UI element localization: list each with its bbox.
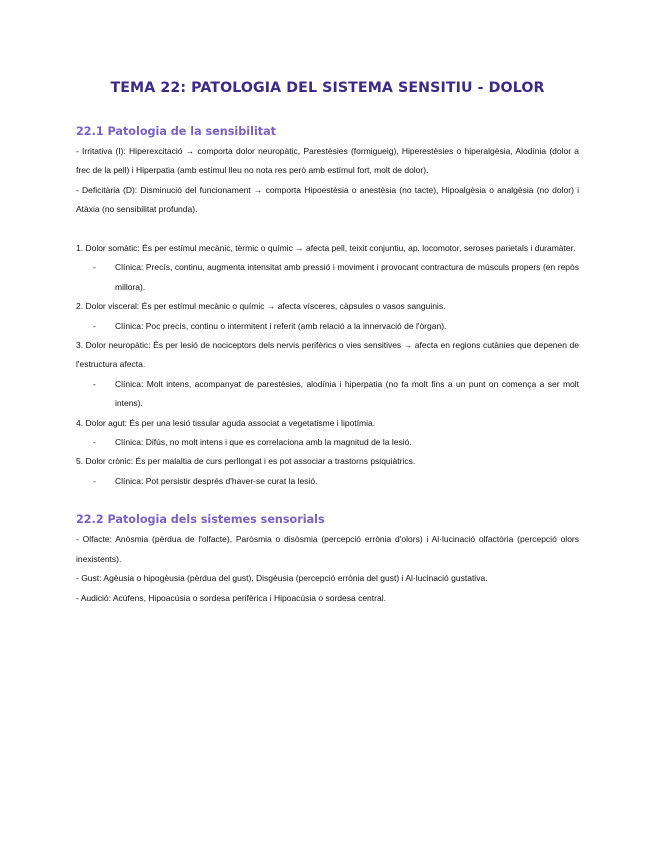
section-heading-sensorials: 22.2 Patologia dels sistemes sensorials: [76, 513, 325, 527]
bullet-dash: -: [93, 437, 96, 448]
list-item-dolor-agut: 4. Dolor agut: És per una lesió tissular aguda associat a vegetatisme i lipotímia.: [76, 417, 376, 428]
sub-item-text: Clínica: Precís, continu, augmenta intensitat amb pressió i moviment i provocant contractura de músculs propers (en repòs millora).: [115, 262, 579, 292]
list-item-dolor-neuropatic: 3. Dolor neuropàtic: És per lesió de nociceptors dels nervis perifèrics o vies sensitives → afecta en regions cutànies que depenen de l'estructura afecta.: [76, 340, 579, 370]
list-item-dolor-somatic: 1. Dolor somàtic: És per estímul mecànic, tèrmic o químic → afecta pell, teixit conjuntiu, ap. locomotor, seroses parietals i duramàter.: [76, 243, 576, 254]
paragraph-irritativa: - Irritativa (I): Hiperexcitació → comporta dolor neuropàtic, Parestèsies (formigueig), Hiperestèsies o hiperalgèsia, Alodínia (dolor a frec de la pell) i Hiperpatia (amb estímul lleu no nota res però amb estímul fort, molt de dolor).: [76, 146, 579, 176]
paragraph-audicio: - Audició: Acúfens, Hipoacúsia o sordesa perifèrica i Hipoacúsia o sordesa central.: [76, 592, 386, 603]
paragraph-gust: - Gust: Agèusia o hipogèusia (pèrdua del gust), Disgèusia (percepció errònia del gust) i Al·lucinació gustativa.: [76, 573, 488, 584]
paragraph-deficitaria: - Deficitària (D): Disminució del funcionament → comporta Hipoestèsia o anestèsia (no tacte), Hipoalgèsia o analgèsia (no dolor) i Atàxia (no sensibilitat profunda).: [76, 184, 579, 215]
sub-item-text: Clínica: Poc precís, continu o intermitent i referit (amb relació a la innervació de l'òrgan).: [115, 320, 447, 331]
section-heading-sensibilitat: 22.1 Patologia de la sensibilitat: [76, 125, 277, 138]
sub-item-clinica: [76, 375, 579, 414]
sub-item-text: Clínica: Difús, no molt intens i que es correlaciona amb la magnitud de la lesió.: [115, 437, 412, 448]
sub-item-text: Clínica: Molt intens, acompanyat de parestèsies, alodínia i hiperpatia (no fa molt fins a un punt on comença a ser molt intens).: [115, 378, 579, 409]
sub-item-clinica: [76, 433, 579, 452]
bullet-dash: -: [93, 378, 96, 389]
page-title: TEMA 22: PATOLOGIA DEL SISTEMA SENSITIU - DOLOR: [110, 80, 545, 96]
sub-item-clinica: [76, 472, 579, 491]
sub-item-clinica: [76, 258, 579, 297]
blank-line: [76, 220, 579, 239]
paragraph-olfacte: - Olfacte: Anòsmia (pèrdua de l'olfacte), Paròsmia o disòsmia (percepció errònia d'olors) i Al·lucinació olfactòria (percepció olors inexistents).: [76, 534, 579, 564]
bullet-dash: -: [93, 475, 96, 486]
bullet-dash: -: [93, 262, 96, 273]
bullet-dash: -: [93, 320, 96, 331]
sub-item-text: Clínica: Pot persistir després d'haver-se curat la lesió.: [115, 475, 318, 486]
list-item-dolor-cronic: 5. Dolor crònic: És per malaltia de curs perllongat i es pot associar a trastorns psiquiàtrics.: [76, 456, 416, 467]
sub-item-clinica: [76, 317, 579, 336]
list-item-dolor-visceral: 2. Dolor visceral: És per estímul mecànic o químic → afecta vísceres, càpsules o vasos sanguinis.: [76, 301, 446, 312]
